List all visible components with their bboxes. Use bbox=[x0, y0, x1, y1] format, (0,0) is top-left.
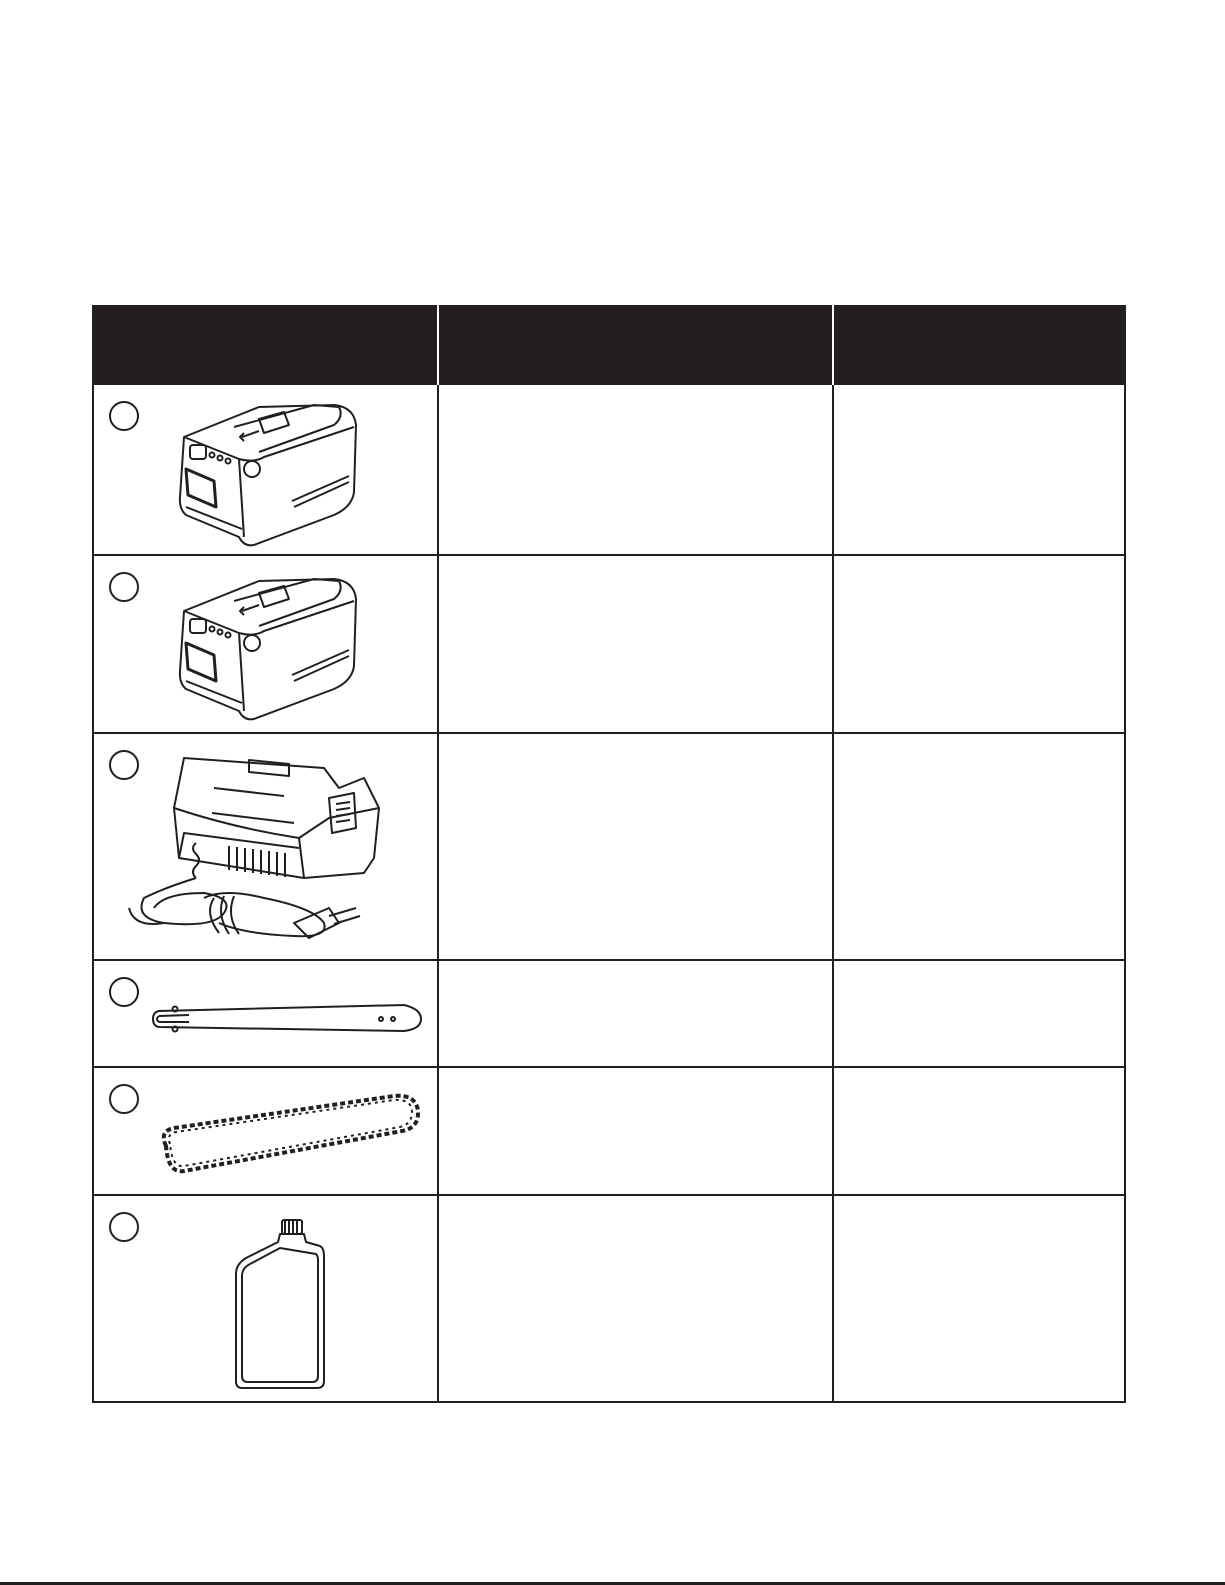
description-cell bbox=[438, 384, 833, 555]
item-number-circle bbox=[109, 1212, 139, 1242]
table-row bbox=[93, 384, 1125, 555]
item-number-circle bbox=[109, 572, 139, 602]
header-cell-part bbox=[93, 306, 438, 384]
table-row bbox=[93, 555, 1125, 733]
quantity-cell bbox=[833, 960, 1125, 1067]
table-row bbox=[93, 733, 1125, 960]
part-image-cell bbox=[93, 555, 438, 733]
saw-chain-icon bbox=[154, 1086, 424, 1182]
item-number-circle bbox=[109, 977, 139, 1007]
description-cell bbox=[438, 733, 833, 960]
battery-charger-icon bbox=[124, 748, 394, 953]
part-image-cell bbox=[93, 384, 438, 555]
description-cell bbox=[438, 555, 833, 733]
oil-bottle-icon bbox=[232, 1216, 327, 1391]
battery-pack-icon bbox=[164, 397, 374, 547]
header-cell-quantity bbox=[833, 306, 1125, 384]
quantity-cell bbox=[833, 555, 1125, 733]
part-image-cell bbox=[93, 1067, 438, 1195]
part-image-cell bbox=[93, 1195, 438, 1402]
description-cell bbox=[438, 960, 833, 1067]
part-image-cell bbox=[93, 960, 438, 1067]
table-row bbox=[93, 1195, 1125, 1402]
quantity-cell bbox=[833, 384, 1125, 555]
battery-pack-icon bbox=[164, 566, 374, 726]
quantity-cell bbox=[833, 1195, 1125, 1402]
description-cell bbox=[438, 1067, 833, 1195]
table-row bbox=[93, 1067, 1125, 1195]
parts-list-table bbox=[92, 305, 1126, 1403]
table-header-row bbox=[93, 306, 1125, 384]
table-row bbox=[93, 960, 1125, 1067]
item-number-circle bbox=[109, 401, 139, 431]
item-number-circle bbox=[109, 1084, 139, 1114]
header-cell-description bbox=[438, 306, 833, 384]
quantity-cell bbox=[833, 733, 1125, 960]
part-image-cell bbox=[93, 733, 438, 960]
description-cell bbox=[438, 1195, 833, 1402]
guide-bar-icon bbox=[149, 999, 424, 1039]
quantity-cell bbox=[833, 1067, 1125, 1195]
